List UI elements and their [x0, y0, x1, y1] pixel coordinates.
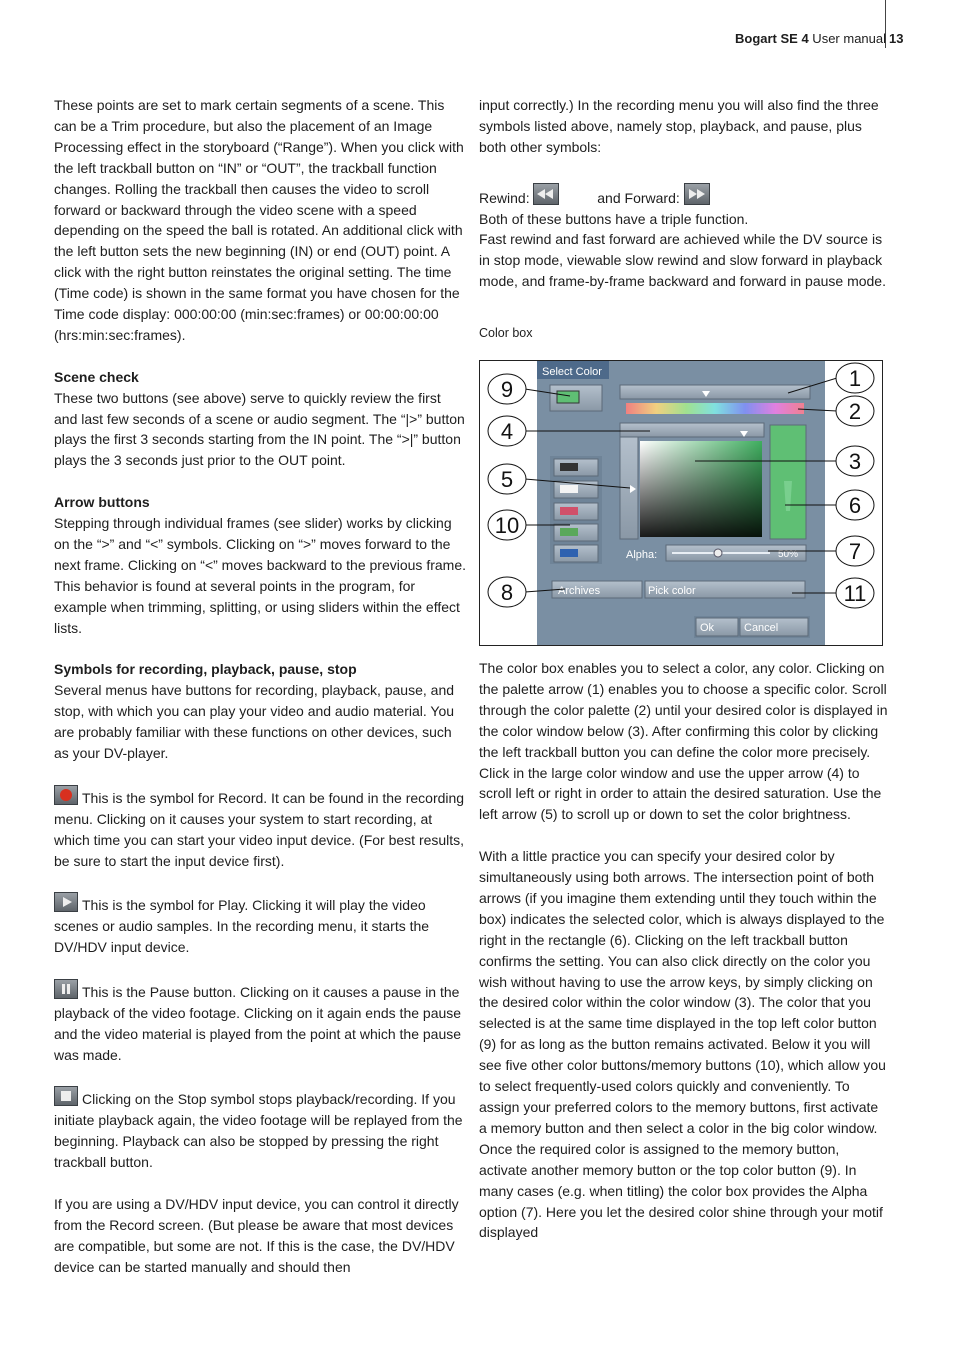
left-column — [54, 95, 466, 1278]
fast-rewind-text: Fast rewind and fast forward are achieved while the DV source is in stop mode, viewable slow rewind and slow forward in playback mode, and frame-by-frame backward and forward in pause mode. — [479, 231, 886, 290]
running-header — [735, 31, 886, 46]
right-column — [479, 95, 889, 344]
memory-buttons[interactable] — [554, 459, 598, 562]
page-number: 13 — [889, 31, 904, 46]
dv-paragraph: If you are using a DV/HDV input device, you can control it directly from the Record screen. (But please be aware that most devices are compatible, but some are not. If this is the case, the DV/HDV device can be started manually and should then — [54, 1196, 459, 1275]
triple-function-text: Both of these buttons have a triple function. — [479, 210, 749, 227]
scene-check-text: These two buttons (see above) serve to quickly review the first and last few seconds of a scene or audio segment. The “|>” button plays the first 3 seconds starting from the IN point. The “>|” button plays the 3 seconds just prior to the OUT point. — [54, 389, 465, 469]
pause-paragraph — [54, 979, 466, 1066]
callout-8: 8 — [500, 580, 514, 605]
callout-1: 1 — [848, 366, 862, 391]
rewind-label: Rewind: — [479, 189, 530, 206]
select-color-title: Select Color — [542, 366, 602, 378]
callout-10: 10 — [494, 513, 520, 538]
play-icon — [54, 892, 78, 912]
pick-color-label: Pick color — [648, 585, 696, 597]
forward-label: and Forward: — [597, 189, 680, 206]
play-paragraph — [54, 892, 466, 958]
alpha-label: Alpha: — [626, 549, 658, 561]
top-color-button[interactable] — [557, 391, 579, 403]
rewind-forward-line — [479, 183, 889, 209]
callout-11: 11 — [843, 581, 867, 606]
callout-3: 3 — [848, 449, 862, 474]
header-title: User manual — [808, 31, 886, 46]
stop-icon — [54, 1086, 78, 1106]
rewind-icon — [533, 183, 559, 205]
callout-7: 7 — [848, 539, 862, 564]
color-box-figure — [479, 360, 883, 646]
stop-paragraph — [54, 1086, 466, 1173]
callout-6: 6 — [848, 493, 862, 518]
continued-paragraph: input correctly.) In the recording menu you will also find the three symbols listed above, namely stop, playback, and pause, plus both other symbols: — [479, 97, 879, 155]
callout-9: 9 — [500, 377, 514, 402]
callout-4: 4 — [500, 419, 514, 444]
color-box-paragraph: The color box enables you to select a color, any color. Clicking on the palette arrow (1) enables you to choose a specific color. Scroll through the color palette (2) until your desired color is displayed in the color window below (3). After confirming this color by clicking the left trackball button you can define the color more precisely. Click in the large color window and use the upper arrow (4) to scroll left or right in order to attain the desired saturation. Use the left arrow (5) to scroll up or down to set the color brightness. — [479, 660, 888, 823]
symbols-text: Several menus have buttons for recording, playback, pause, and stop, with which you can play your video and audio material. You are probably familiar with these functions on other devices, such as your DV-player. — [54, 682, 455, 762]
right-column-lower — [479, 658, 889, 1243]
alpha-value: 50% — [778, 549, 799, 560]
record-icon — [54, 785, 78, 805]
color-box-illustration — [480, 361, 882, 645]
pause-text: This is the Pause button. Clicking on it causes a pause in the playback of the video footage. Clicking on it again ends the pause and the video material is played from the point at which the pause was made. — [54, 983, 462, 1063]
ok-label: Ok — [700, 622, 715, 634]
forward-icon — [684, 183, 710, 205]
arrow-buttons-heading: Arrow buttons — [54, 494, 150, 511]
figure-caption: Color box — [479, 326, 533, 341]
cancel-label: Cancel — [744, 622, 779, 634]
stop-text: Clicking on the Stop symbol stops playback/recording. If you initiate playback again, the video footage will be replayed from the beginning. Playback can also be stopped by pressing the right trackball button. — [54, 1091, 463, 1171]
callout-2: 2 — [848, 399, 862, 424]
record-text: This is the symbol for Record. It can be found in the recording menu. Clicking on it causes your system to start recording, at which time you can start your video input device. (For best results, be sure to start the input device first). — [54, 789, 465, 869]
color-palette[interactable] — [626, 403, 804, 414]
product-name: Bogart SE 4 — [735, 31, 809, 46]
play-text: This is the symbol for Play. Clicking it will play the video scenes or audio samples. In the recording menu, it starts the DV/HDV input device. — [54, 897, 430, 956]
arrow-buttons-text: Stepping through individual frames (see slider) works by clicking on the “>” and “<” symbols. Clicking on “>” moves forward to the next frame. Clicking on “<” moves backward to the previous frame. This behavior is found at several points in the program, for example when trimming, splitting, or using sliders within the effect lists. — [54, 515, 467, 636]
intro-paragraph: These points are set to mark certain segments of a scene. This can be a Trim procedure, but also the placement of an Image Processing effect in the storyboard (“Range”). When you click with the left trackball button on “IN” or “OUT”, the trackball function changes. Rolling the trackball then causes the video to scroll forward or backward through the video scene with a speed depending on the speed the ball is rotated. An additional click with the left button sets the new beginning (IN) or end (OUT) point. A click with the right button reinstates the original setting. The time (Time code) is shown in the same format you have chosen for the Time code display: 000:00:00 (min:sec:frames) or 00:00:00:00 (hrs:min:sec:frames). — [54, 97, 464, 343]
pause-icon — [54, 979, 78, 999]
practice-paragraph: With a little practice you can specify your desired color by simultaneously using both arrows. The intersection point of both arrows (if you imagine them extending until they touch within the box) indicates the selected color, which is always displayed to the right in the rectangle (6). Clicking on the left trackball button confirms the setting. You can also click directly on the color you wish without having to use the arrow keys, by simply clicking on the desired color within the color window (3). The color that you selected is at the same time displayed in the top left color button (9) for as long as the button remains activated. Below it you will see five other color buttons/memory buttons (10), which allow you to select frequently-used colors quickly and conveniently. To assign your preferred colors to the memory buttons, first activate a memory button and then select a color in the big color window. Once the required color is assigned to the memory button, activate another memory button or the top color button (9). In many cases (e.g. when titling) the color box provides the Alpha option (7). Here you let the desired color shine through your motif displayed — [479, 848, 886, 1241]
symbols-heading: Symbols for recording, playback, pause, stop — [54, 661, 357, 678]
callout-5: 5 — [500, 467, 514, 492]
archives-label: Archives — [558, 585, 601, 597]
scene-check-heading: Scene check — [54, 368, 139, 385]
record-paragraph — [54, 785, 466, 872]
